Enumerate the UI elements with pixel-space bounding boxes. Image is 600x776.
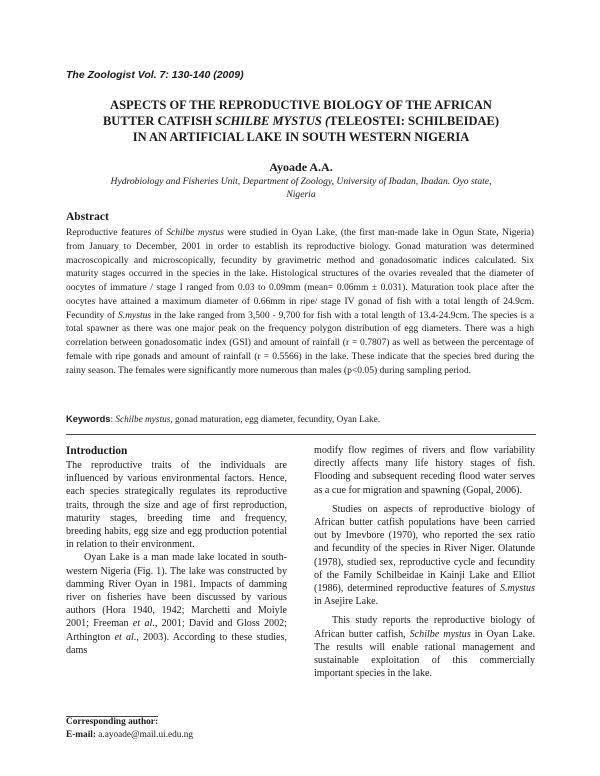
title-line-2: BUTTER CATFISH SCHILBE MYSTUS (TELEOSTEI: SCHILBEIDAE) xyxy=(102,114,500,128)
author-name: Ayoade A.A. xyxy=(269,160,333,174)
intro-paragraph-2: Oyan Lake is a man made lake located in south-western Nigeria (Fig. 1). The lake was constructed by damming River Oyan in 1981. Impacts of damming river on fisheries have been discussed by various authors (Hora 1940, 1942; Marchetti and Moiyle 2001; Freeman et al., 2001; David and Gloss 2002; Arthington et al., 2003). According to these studies, dams xyxy=(66,552,287,656)
introduction-heading: Introduction xyxy=(66,445,128,457)
paper-title xyxy=(66,97,536,145)
intro-paragraph-1: The reproductive traits of the individuals are influenced by various environmental factors. Hence, each species strategically regulates its reproductive traits, through the size and age of first reproduction, maturity stages, breeding time and frequency, breeding habits, egg size and egg production potential in relation to their environment. xyxy=(66,460,287,551)
intro-paragraph-4: Studies on aspects of reproductive biology of African butter catfish populations have been carried out by Imevbore (1970), who reported the sex ratio and fecundity of the species in River Niger. Olatunde (1978), studied sex, reproductive cycle and fecundity of the Family Schilbeidae in Kainji Lake and Elliot (1986), determined reproductive features of S.mystus in Asejire Lake. xyxy=(314,503,535,608)
author-affiliation: Hydrobiology and Fisheries Unit, Department of Zoology, University of Ibadan, Ibadan. Oyo state, Nigeria xyxy=(110,176,492,200)
left-column xyxy=(66,444,287,657)
corresponding-email: E-mail: a.ayoade@mail.ui.edu.ng xyxy=(66,730,194,740)
title-line-1: ASPECTS OF THE REPRODUCTIVE BIOLOGY OF THE AFRICAN xyxy=(110,98,492,112)
section-divider xyxy=(66,434,536,435)
keywords: Keywords: Schilbe mystus, gonad maturation, egg diameter, fecundity, Oyan Lake. xyxy=(66,414,381,425)
title-line-3: IN AN ARTIFICIAL LAKE IN SOUTH WESTERN NIGERIA xyxy=(132,130,470,144)
abstract-text: Reproductive features of Schilbe mystus were studied in Oyan Lake, (the first man-made lake in Ogun State, Nigeria) from January to December, 2001 in order to establish its reproductive biology. Gonad maturation was determined macroscopically and microscopically, fecundity by gravimetric method and gonadosomatic indices calculated. Six maturity stages occurred in the species in the lake. Histological structures of the ovaries revealed that the diameter of oocytes of immature / stage I ranged from 0.03 to 0.09mm (mean= 0.06mm ± 0.031). Maturation took place after the oocytes have attained a maximum diameter of 0.66mm in ripe/ stage IV gonad of fish with a total length of 24.9cm. Fecundity of S.mystus in the lake ranged from 3,500 - 9,700 for fish with a total length of 13.4-24.9cm. The species is a total spawner as there was one major peak on the frequency polygon distribution of egg diameters. There was a high correlation between gonadosomatic index (GSI) and amount of rainfall (r = 0.7807) as well as between the percentage of female with ripe gonads and amount of rainfall (r = 0.5566) in the lake. These indicate that the species bred during the rainy season. The females were significantly more numerous than males (p<0.05) during sampling period. xyxy=(66,227,534,376)
abstract-heading: Abstract xyxy=(66,211,109,223)
corresponding-author-label: Corresponding author: xyxy=(66,717,159,727)
right-column xyxy=(314,444,535,680)
intro-paragraph-5: This study reports the reproductive biology of African butter catfish, Schilbe mystus in Oyan Lake. The results will enable rational management and sustainable exploitation of this commercially important species in the lake. xyxy=(314,615,535,680)
journal-citation: The Zoologist Vol. 7: 130-140 (2009) xyxy=(66,69,244,81)
intro-paragraph-3: modify flow regimes of rivers and flow variability directly affects many life history stages of fish. Flooding and subsequent receding flood water serves as a cue for migration and spawning (Gopal, 2006). xyxy=(314,445,535,496)
